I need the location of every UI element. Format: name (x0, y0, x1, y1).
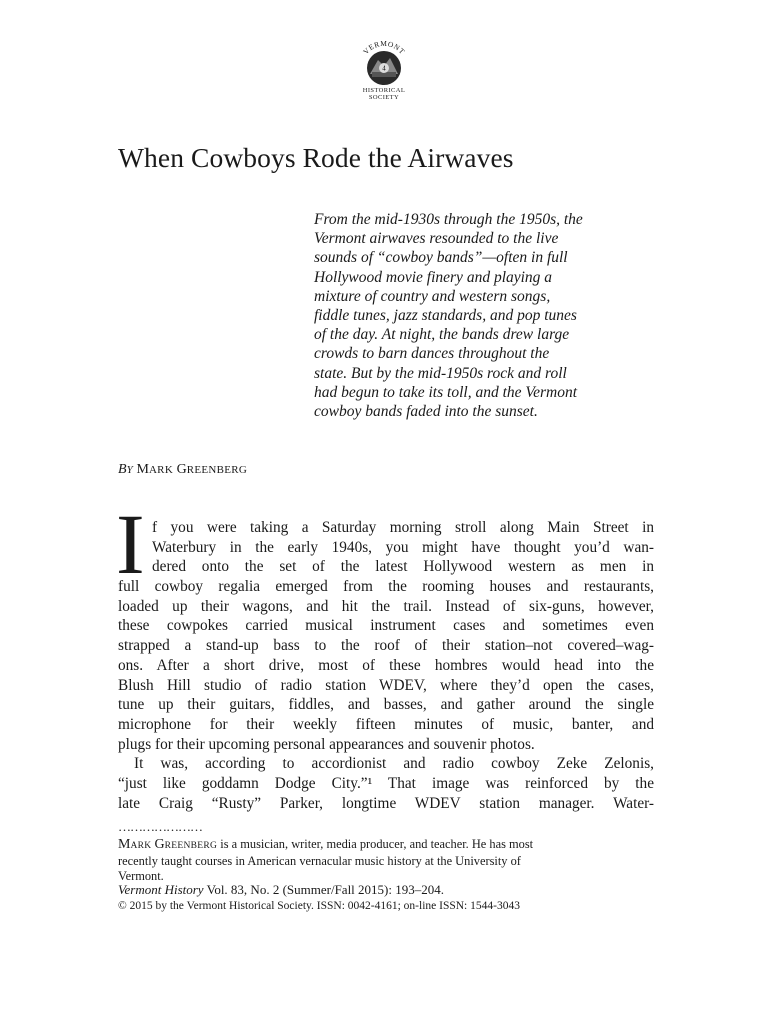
drop-cap: I (116, 496, 145, 592)
article-body (118, 518, 654, 813)
abstract-line: mixture of country and western songs, (314, 287, 551, 305)
journal-name: Vermont History (118, 882, 204, 897)
byline-last-initial: G (176, 462, 187, 477)
footnote-line (118, 837, 658, 854)
body-line: “just like goddamn Dodge City.”¹ That image was reinforced by the (118, 774, 654, 792)
abstract-line: had begun to take its toll, and the Vermont (314, 383, 578, 401)
copyright-notice: © 2015 by the Vermont Historical Society. ISSN: 0042-4161; on-line ISSN: 1544-3043 (118, 900, 520, 912)
body-line: full cowboy regalia emerged from the rooming houses and restaurants, (118, 578, 654, 596)
body-line: tune up their guitars, fiddles, and basses, and gather around the single (118, 696, 654, 714)
footnote-line: recently taught courses in American vernacular music history at the University of (118, 853, 521, 868)
footnote-author-rest: ARK (130, 841, 152, 851)
article-abstract (314, 210, 659, 421)
footnote-author-initial: M (118, 837, 131, 852)
journal-citation (118, 882, 444, 898)
byline-by-rest: Y (126, 464, 133, 476)
body-line: microphone for their weekly fifteen minutes of music, banter, and (118, 715, 654, 733)
body-line: Waterbury in the early 1940s, you might have thought you’d wan- (152, 538, 654, 556)
seal-top-text: VERMONT (361, 38, 407, 57)
body-line: these cowpokes carried musical instrument cases and sometimes even (118, 617, 654, 635)
abstract-line: Hollywood movie finery and playing a (314, 268, 553, 286)
seal-bottom-text-2: SOCIETY (368, 94, 400, 101)
abstract-line: Vermont airwaves resounded to the live (314, 230, 559, 248)
body-line: plugs for their upcoming personal appearances and souvenir photos. (118, 735, 535, 753)
abstract-line: From the mid-1930s through the 1950s, the (314, 211, 583, 228)
footnote-author-rest: REENBERG (164, 841, 218, 851)
abstract-line: of the day. At night, the bands drew large (314, 326, 570, 344)
byline-by-initial: B (118, 462, 127, 477)
abstract-line: crowds to barn dances throughout the (314, 345, 550, 363)
article-title: When Cowboys Rode the Airwaves (118, 142, 514, 173)
body-line: late Craig “Rusty” Parker, longtime WDEV station manager. Water- (118, 794, 654, 812)
abstract-line: state. But by the mid-1950s rock and roll (314, 364, 567, 382)
abstract-line: fiddle tunes, jazz standards, and pop tunes (314, 307, 577, 325)
citation-details: Vol. 83, No. 2 (Summer/Fall 2015): 193–204. (203, 882, 444, 897)
seal-number: 4 (382, 64, 386, 73)
footnote-line: Vermont. (118, 868, 164, 883)
body-line: f you were taking a Saturday morning stroll along Main Street in (152, 519, 654, 536)
abstract-line: cowboy bands faded into the sunset. (314, 403, 538, 421)
vermont-historical-society-seal (348, 38, 420, 104)
body-line: Blush Hill studio of radio station WDEV, where they’d open the cases, (118, 676, 654, 694)
abstract-line: sounds of “cowboy bands”—often in full (314, 249, 568, 267)
body-line: loaded up their wagons, and hit the trail. Instead of six-guns, however, (118, 597, 654, 615)
body-line: dered onto the set of the latest Hollywood western as men in (152, 558, 654, 576)
seal-bottom-text-1: HISTORICAL (362, 87, 406, 94)
author-byline (118, 462, 247, 478)
body-line: ons. After a short drive, most of these hombres would head into the (118, 656, 654, 674)
footnote-text: is a musician, writer, media producer, and teacher. He has most (217, 837, 534, 851)
byline-first-initial: M (136, 462, 149, 477)
footnote-author-initial: G (154, 837, 165, 852)
byline-first-rest: ARK (148, 464, 174, 476)
seal-icon (348, 38, 420, 104)
author-footnote (118, 837, 658, 883)
footnote-separator: ………………… (118, 819, 202, 834)
body-line: It was, according to accordionist and radio cowboy Zeke Zelonis, (134, 755, 654, 773)
body-line: strapped a stand-up bass to the roof of their station–not covered–wag- (118, 637, 654, 655)
byline-last-rest: REENBERG (186, 464, 248, 476)
